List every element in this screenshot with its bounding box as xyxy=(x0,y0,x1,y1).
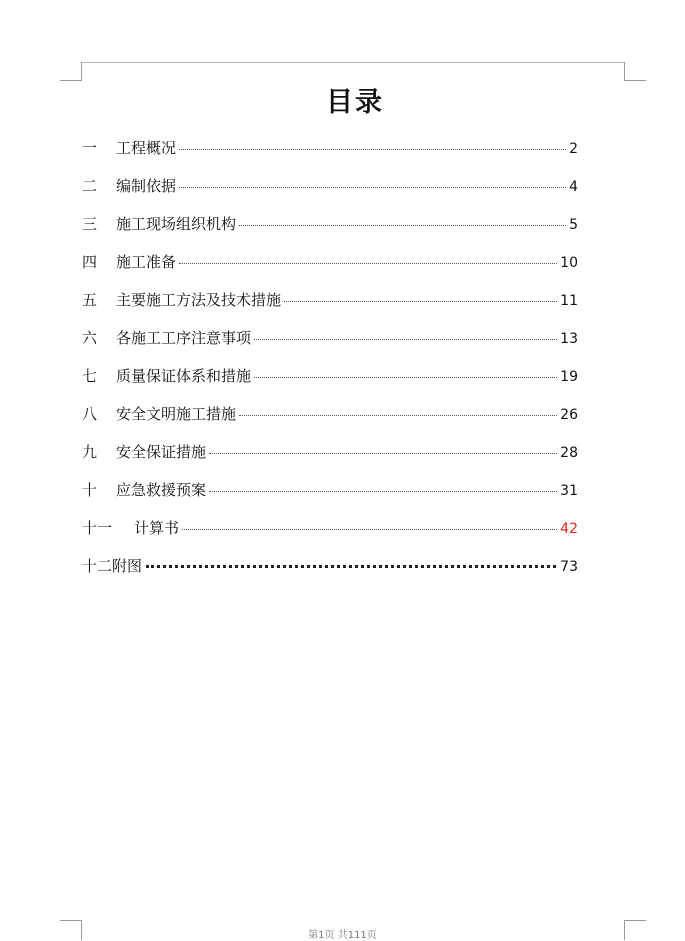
toc-entry[interactable] xyxy=(82,516,578,554)
toc-entry-title: 主要施工方法及技术措施 xyxy=(116,291,282,309)
page-footer: 第1页 共111页 xyxy=(308,930,377,941)
toc-entry-page: 13 xyxy=(560,331,578,347)
toc-entry-page: 42 xyxy=(560,521,578,537)
toc-entry-number: 八 xyxy=(82,405,98,423)
toc-entry-title: 计算书 xyxy=(134,519,180,537)
toc-entry[interactable] xyxy=(82,478,578,516)
toc-entry-page: 28 xyxy=(560,445,578,461)
toc-entry-title: 安全保证措施 xyxy=(116,443,207,461)
dot-leader xyxy=(182,529,557,530)
toc-entry[interactable] xyxy=(82,326,578,364)
toc-entry-page: 5 xyxy=(569,217,578,233)
crop-mark-top-right-vertical xyxy=(624,62,625,81)
toc-entry[interactable] xyxy=(82,402,578,440)
dot-leader xyxy=(254,377,557,378)
toc-entry-number: 四 xyxy=(82,253,98,271)
toc-entry-number: 五 xyxy=(82,291,98,309)
toc-entry-number: 一 xyxy=(82,139,98,157)
toc-entry-title: 施工现场组织机构 xyxy=(116,215,237,233)
toc-entry[interactable] xyxy=(82,136,578,174)
toc-entry-page: 11 xyxy=(560,293,578,309)
toc-entry-page: 31 xyxy=(560,483,578,499)
header-line xyxy=(81,62,625,63)
toc-entry-number: 十一 xyxy=(82,519,113,537)
toc-entry-number: 十 xyxy=(82,481,98,499)
toc-entry-number: 六 xyxy=(82,329,98,347)
toc-entry-number: 十二 xyxy=(82,557,113,575)
page-title: 目录 xyxy=(326,87,384,118)
toc-entry[interactable] xyxy=(82,174,578,212)
toc-entry-number: 七 xyxy=(82,367,98,385)
toc-entry-title: 安全文明施工措施 xyxy=(116,405,237,423)
toc-entry[interactable] xyxy=(82,364,578,402)
toc-entry[interactable] xyxy=(82,250,578,288)
toc-entry[interactable] xyxy=(82,288,578,326)
toc-entry-title: 施工准备 xyxy=(116,253,177,271)
toc-entry-page: 10 xyxy=(560,255,578,271)
toc-entry-title: 编制依据 xyxy=(116,177,177,195)
toc-entry-page: 73 xyxy=(560,559,578,575)
dot-leader xyxy=(209,491,557,492)
dot-leader xyxy=(239,415,557,416)
dot-leader xyxy=(179,187,566,188)
crop-mark-bottom-left xyxy=(60,920,81,921)
toc-entry-title: 应急救援预案 xyxy=(116,481,207,499)
toc-entry-title: 质量保证体系和措施 xyxy=(116,367,252,385)
toc-entry-number: 三 xyxy=(82,215,98,233)
toc-entry-page: 4 xyxy=(569,179,578,195)
toc-entry-title: 各施工工序注意事项 xyxy=(116,329,252,347)
crop-mark-top-left-vertical xyxy=(81,62,82,81)
dot-leader xyxy=(209,453,557,454)
dot-leader xyxy=(239,225,566,226)
toc-entry[interactable] xyxy=(82,212,578,250)
dot-leader xyxy=(146,565,556,568)
toc-entry-page: 2 xyxy=(569,141,578,157)
toc-entry-title: 附图 xyxy=(112,557,143,575)
dot-leader xyxy=(284,301,557,302)
dot-leader xyxy=(179,263,557,264)
dot-leader xyxy=(254,339,557,340)
table-of-contents xyxy=(82,136,578,592)
toc-entry-page: 19 xyxy=(560,369,578,385)
toc-entry[interactable] xyxy=(82,440,578,478)
toc-entry-number: 九 xyxy=(82,443,98,461)
toc-entry-title: 工程概况 xyxy=(116,139,177,157)
toc-entry[interactable] xyxy=(82,554,578,592)
dot-leader xyxy=(179,149,566,150)
crop-mark-bottom-right xyxy=(625,920,646,921)
toc-entry-number: 二 xyxy=(82,177,98,195)
toc-entry-page: 26 xyxy=(560,407,578,423)
